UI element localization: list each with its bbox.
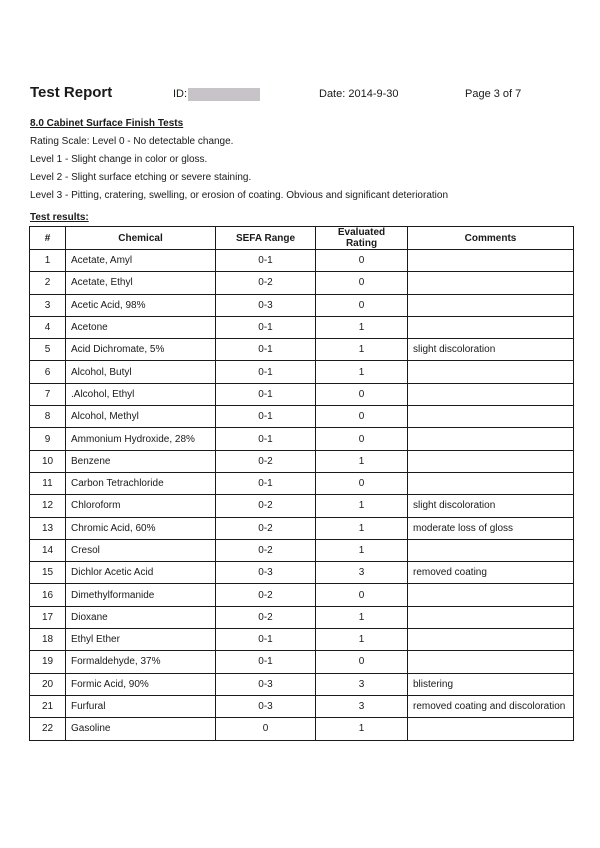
sefa-range: 0-1 — [216, 651, 316, 673]
table-row — [30, 450, 574, 472]
chemical-name: Acid Dichromate, 5% — [66, 339, 216, 361]
row-number: 12 — [30, 495, 66, 517]
table-row — [30, 250, 574, 272]
chemical-name: Furfural — [66, 695, 216, 717]
row-number: 2 — [30, 272, 66, 294]
results-table-body — [30, 250, 574, 741]
row-number: 7 — [30, 383, 66, 405]
row-number: 11 — [30, 472, 66, 494]
table-row — [30, 606, 574, 628]
table-row — [30, 272, 574, 294]
sefa-range: 0-1 — [216, 316, 316, 338]
table-row — [30, 651, 574, 673]
chemical-name: Gasoline — [66, 718, 216, 740]
comment — [408, 361, 574, 383]
comment — [408, 450, 574, 472]
col-header-comments: Comments — [408, 227, 574, 250]
chemical-name: Dichlor Acetic Acid — [66, 562, 216, 584]
evaluated-rating: 0 — [316, 272, 408, 294]
sefa-range: 0 — [216, 718, 316, 740]
table-row — [30, 539, 574, 561]
comment — [408, 428, 574, 450]
row-number: 16 — [30, 584, 66, 606]
comment — [408, 316, 574, 338]
row-number: 6 — [30, 361, 66, 383]
evaluated-rating: 1 — [316, 539, 408, 561]
comment: slight discoloration — [408, 339, 574, 361]
report-date: Date: 2014-9-30 — [319, 88, 399, 100]
evaluated-rating: 1 — [316, 517, 408, 539]
table-header-row — [30, 227, 574, 250]
evaluated-rating: 3 — [316, 562, 408, 584]
id-label: ID: — [173, 88, 188, 100]
chemical-name: Formaldehyde, 37% — [66, 651, 216, 673]
sefa-range: 0-2 — [216, 450, 316, 472]
comment — [408, 383, 574, 405]
table-row — [30, 517, 574, 539]
sefa-range: 0-3 — [216, 695, 316, 717]
comment — [408, 718, 574, 740]
evaluated-rating: 1 — [316, 339, 408, 361]
chemical-name: Benzene — [66, 450, 216, 472]
evaluated-rating: 1 — [316, 718, 408, 740]
comment — [408, 629, 574, 651]
evaluated-rating: 0 — [316, 250, 408, 272]
sefa-range: 0-2 — [216, 495, 316, 517]
results-table — [29, 226, 574, 741]
chemical-name: .Alcohol, Ethyl — [66, 383, 216, 405]
table-row — [30, 472, 574, 494]
chemical-name: Carbon Tetrachloride — [66, 472, 216, 494]
table-row — [30, 428, 574, 450]
table-row — [30, 718, 574, 740]
sefa-range: 0-1 — [216, 472, 316, 494]
comment — [408, 651, 574, 673]
page-number: Page 3 of 7 — [465, 88, 522, 100]
sefa-range: 0-1 — [216, 629, 316, 651]
chemical-name: Dioxane — [66, 606, 216, 628]
row-number: 18 — [30, 629, 66, 651]
rating-scale-line: Level 2 - Slight surface etching or severe staining. — [30, 172, 252, 183]
sefa-range: 0-1 — [216, 250, 316, 272]
chemical-name: Chloroform — [66, 495, 216, 517]
comment: moderate loss of gloss — [408, 517, 574, 539]
col-header-chemical: Chemical — [66, 227, 216, 250]
sefa-range: 0-1 — [216, 361, 316, 383]
sefa-range: 0-1 — [216, 383, 316, 405]
section-title: 8.0 Cabinet Surface Finish Tests — [30, 118, 184, 129]
chemical-name: Formic Acid, 90% — [66, 673, 216, 695]
col-header-number: # — [30, 227, 66, 250]
row-number: 14 — [30, 539, 66, 561]
table-row — [30, 406, 574, 428]
row-number: 22 — [30, 718, 66, 740]
col-header-sefa-range: SEFA Range — [216, 227, 316, 250]
row-number: 13 — [30, 517, 66, 539]
evaluated-rating: 1 — [316, 495, 408, 517]
col-header-evaluated-rating: Evaluated Rating — [316, 227, 408, 250]
sefa-range: 0-2 — [216, 584, 316, 606]
comment — [408, 294, 574, 316]
sefa-range: 0-2 — [216, 272, 316, 294]
sefa-range: 0-3 — [216, 673, 316, 695]
comment: blistering — [408, 673, 574, 695]
table-row — [30, 695, 574, 717]
table-row — [30, 495, 574, 517]
table-row — [30, 294, 574, 316]
chemical-name: Acetone — [66, 316, 216, 338]
chemical-name: Dimethylformanide — [66, 584, 216, 606]
table-row — [30, 339, 574, 361]
row-number: 1 — [30, 250, 66, 272]
sefa-range: 0-2 — [216, 606, 316, 628]
comment: removed coating and discoloration — [408, 695, 574, 717]
comment — [408, 272, 574, 294]
table-row — [30, 673, 574, 695]
comment — [408, 606, 574, 628]
sefa-range: 0-2 — [216, 539, 316, 561]
table-row — [30, 629, 574, 651]
rating-scale-line: Level 1 - Slight change in color or gloss. — [30, 154, 208, 165]
comment: slight discoloration — [408, 495, 574, 517]
row-number: 19 — [30, 651, 66, 673]
evaluated-rating: 0 — [316, 406, 408, 428]
row-number: 21 — [30, 695, 66, 717]
chemical-name: Ethyl Ether — [66, 629, 216, 651]
comment — [408, 584, 574, 606]
row-number: 3 — [30, 294, 66, 316]
row-number: 4 — [30, 316, 66, 338]
chemical-name: Alcohol, Methyl — [66, 406, 216, 428]
sefa-range: 0-1 — [216, 428, 316, 450]
evaluated-rating: 1 — [316, 606, 408, 628]
chemical-name: Cresol — [66, 539, 216, 561]
row-number: 15 — [30, 562, 66, 584]
sefa-range: 0-1 — [216, 339, 316, 361]
row-number: 5 — [30, 339, 66, 361]
row-number: 10 — [30, 450, 66, 472]
table-row — [30, 316, 574, 338]
chemical-name: Acetate, Amyl — [66, 250, 216, 272]
comment — [408, 472, 574, 494]
table-row — [30, 584, 574, 606]
table-row — [30, 383, 574, 405]
evaluated-rating: 0 — [316, 651, 408, 673]
evaluated-rating: 3 — [316, 695, 408, 717]
row-number: 17 — [30, 606, 66, 628]
evaluated-rating: 0 — [316, 428, 408, 450]
evaluated-rating: 0 — [316, 294, 408, 316]
sefa-range: 0-2 — [216, 517, 316, 539]
row-number: 20 — [30, 673, 66, 695]
rating-scale-line: Level 3 - Pitting, cratering, swelling, or erosion of coating. Obvious and significant deterioration — [30, 190, 449, 201]
row-number: 9 — [30, 428, 66, 450]
redacted-id-box — [188, 88, 260, 101]
comment: removed coating — [408, 562, 574, 584]
evaluated-rating: 0 — [316, 584, 408, 606]
report-title: Test Report — [30, 84, 113, 101]
evaluated-rating: 1 — [316, 316, 408, 338]
chemical-name: Acetic Acid, 98% — [66, 294, 216, 316]
evaluated-rating: 3 — [316, 673, 408, 695]
evaluated-rating: 1 — [316, 629, 408, 651]
chemical-name: Chromic Acid, 60% — [66, 517, 216, 539]
comment — [408, 250, 574, 272]
results-title: Test results: — [30, 212, 89, 223]
report-header — [30, 86, 575, 106]
chemical-name: Alcohol, Butyl — [66, 361, 216, 383]
evaluated-rating: 1 — [316, 450, 408, 472]
comment — [408, 539, 574, 561]
table-row — [30, 361, 574, 383]
comment — [408, 406, 574, 428]
row-number: 8 — [30, 406, 66, 428]
evaluated-rating: 0 — [316, 472, 408, 494]
evaluated-rating: 1 — [316, 361, 408, 383]
chemical-name: Acetate, Ethyl — [66, 272, 216, 294]
rating-scale-line: Rating Scale: Level 0 - No detectable change. — [30, 136, 234, 147]
sefa-range: 0-3 — [216, 562, 316, 584]
evaluated-rating: 0 — [316, 383, 408, 405]
table-row — [30, 562, 574, 584]
chemical-name: Ammonium Hydroxide, 28% — [66, 428, 216, 450]
sefa-range: 0-1 — [216, 406, 316, 428]
sefa-range: 0-3 — [216, 294, 316, 316]
